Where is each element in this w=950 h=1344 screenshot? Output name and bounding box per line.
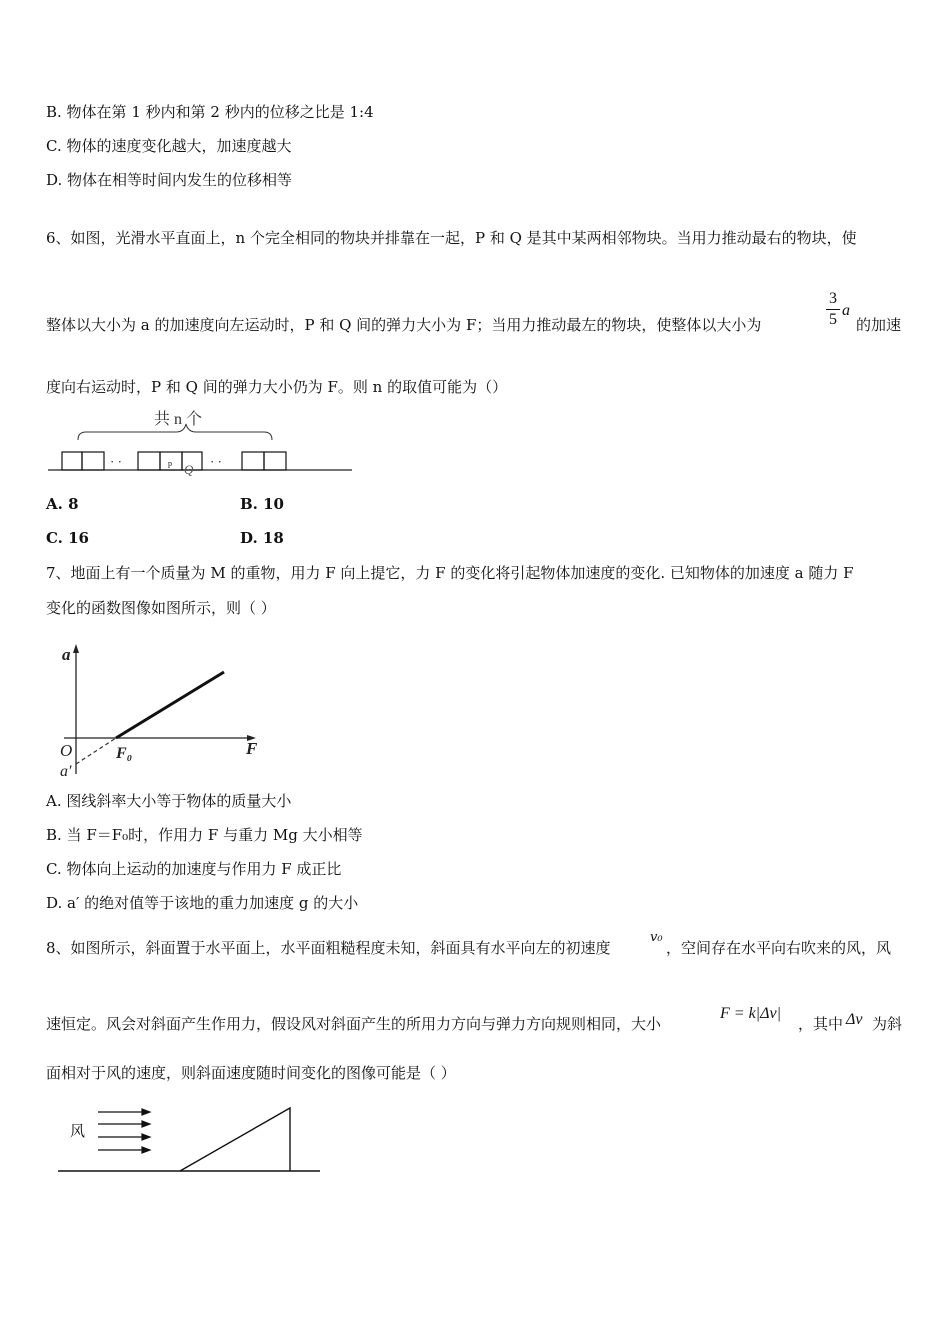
q8-stem-line3: 面相对于风的速度，则斜面速度随时间变化的图像可能是（ ） [46, 1064, 456, 1082]
q6-stem-line2 [46, 315, 761, 335]
q7-option-b: B. 当 F＝F₀时，作用力 F 与重力 Mg 大小相等 [46, 826, 363, 844]
q8-stem-line1-pre: 8、如图所示，斜面置于水平面上，水平面粗糙程度未知，斜面具有水平向左的初速度 [46, 939, 611, 957]
q8-stem-line2-mid: ，其中 [798, 1015, 844, 1033]
block [62, 452, 82, 470]
block [138, 452, 160, 470]
x-axis-label: F [246, 739, 258, 758]
q8-stem-line1-post: ，空间存在水平向右吹来的风，风 [666, 939, 892, 957]
brace-label: 共 n 个 [154, 411, 203, 428]
q7-option-c: C. 物体向上运动的加速度与作用力 F 成正比 [46, 860, 342, 878]
q7-stem-line1: 7、地面上有一个质量为 M 的重物，用力 F 向上提它，力 F 的变化将引起物体加速度的变化. 已知物体的加速度 a 随力 F [46, 564, 854, 582]
q6-fraction [826, 290, 840, 329]
ellipsis: · · [210, 454, 222, 469]
incline-block [180, 1108, 290, 1171]
q8-stem-line2-pre: 速恒定。风会对斜面产生作用力，假设风对斜面产生的所用力方向与弹力方向规则相同，大小 [46, 1015, 662, 1033]
q5-option-c: C. 物体的速度变化越大，加速度越大 [46, 137, 292, 155]
graph-extension-dashed [76, 738, 116, 764]
y-axis-label: a [62, 645, 71, 664]
q5-option-d: D. 物体在相等时间内发生的位移相等 [46, 171, 293, 189]
q6-option-c: C. 16 [46, 529, 89, 547]
q6-option-d: D. 18 [240, 529, 284, 547]
q6-fraction-denominator: 5 [829, 311, 837, 328]
graph-line [116, 672, 224, 738]
q6-option-b: B. 10 [240, 495, 284, 513]
f0-label: F₀ [116, 745, 133, 762]
q6-option-a: A. 8 [46, 495, 79, 513]
block [264, 452, 286, 470]
q8-wind-incline-figure [54, 1100, 328, 1180]
q6-fraction-numerator: 3 [829, 290, 837, 307]
q5-option-b: B. 物体在第 1 秒内和第 2 秒内的位移之比是 1:4 [46, 103, 374, 121]
ellipsis: · · [110, 454, 122, 469]
q6-blocks-figure [44, 404, 364, 478]
q8-formula: F = k|Δv| [720, 1005, 781, 1022]
y-axis-arrow [73, 644, 79, 653]
q6-stem-line1: 6、如图，光滑水平直面上，n 个完全相同的物块并排靠在一起，P 和 Q 是其中某两相邻物块。当用力推动最右的物块，使 [46, 229, 857, 247]
wind-label: 风 [70, 1124, 86, 1140]
block [242, 452, 264, 470]
q7-a-f-graph [56, 640, 276, 780]
q8-delta-v: Δv [846, 1011, 863, 1028]
q6-stem-line3: 度向右运动时，P 和 Q 间的弹力大小仍为 F。则 n 的取值可能为（） [46, 378, 508, 396]
block-p-label: p [168, 459, 172, 468]
q7-option-d: D. a′ 的绝对值等于该地的重力加速度 g 的大小 [46, 894, 359, 912]
q7-option-a: A. 图线斜率大小等于物体的质量大小 [46, 792, 292, 810]
q8-stem-line2-post: 为斜 [872, 1015, 903, 1033]
block-q-label: Q [184, 462, 194, 477]
q7-stem-line2: 变化的函数图像如图所示，则（ ） [46, 599, 276, 617]
q6-stem-line2-post: 的加速 [856, 316, 902, 334]
q6-fraction-variable: a [842, 302, 850, 319]
block [82, 452, 104, 470]
origin-label: O [60, 741, 73, 760]
q8-v0: v₀ [650, 930, 663, 945]
a-prime-label: a′ [60, 763, 72, 780]
wind-arrows [98, 1109, 150, 1153]
q6-stem-line2-pre: 整体以大小为 a 的加速度向左运动时，P 和 Q 间的弹力大小为 F；当用力推动最左的物块，使整体以大小为 [46, 316, 762, 334]
